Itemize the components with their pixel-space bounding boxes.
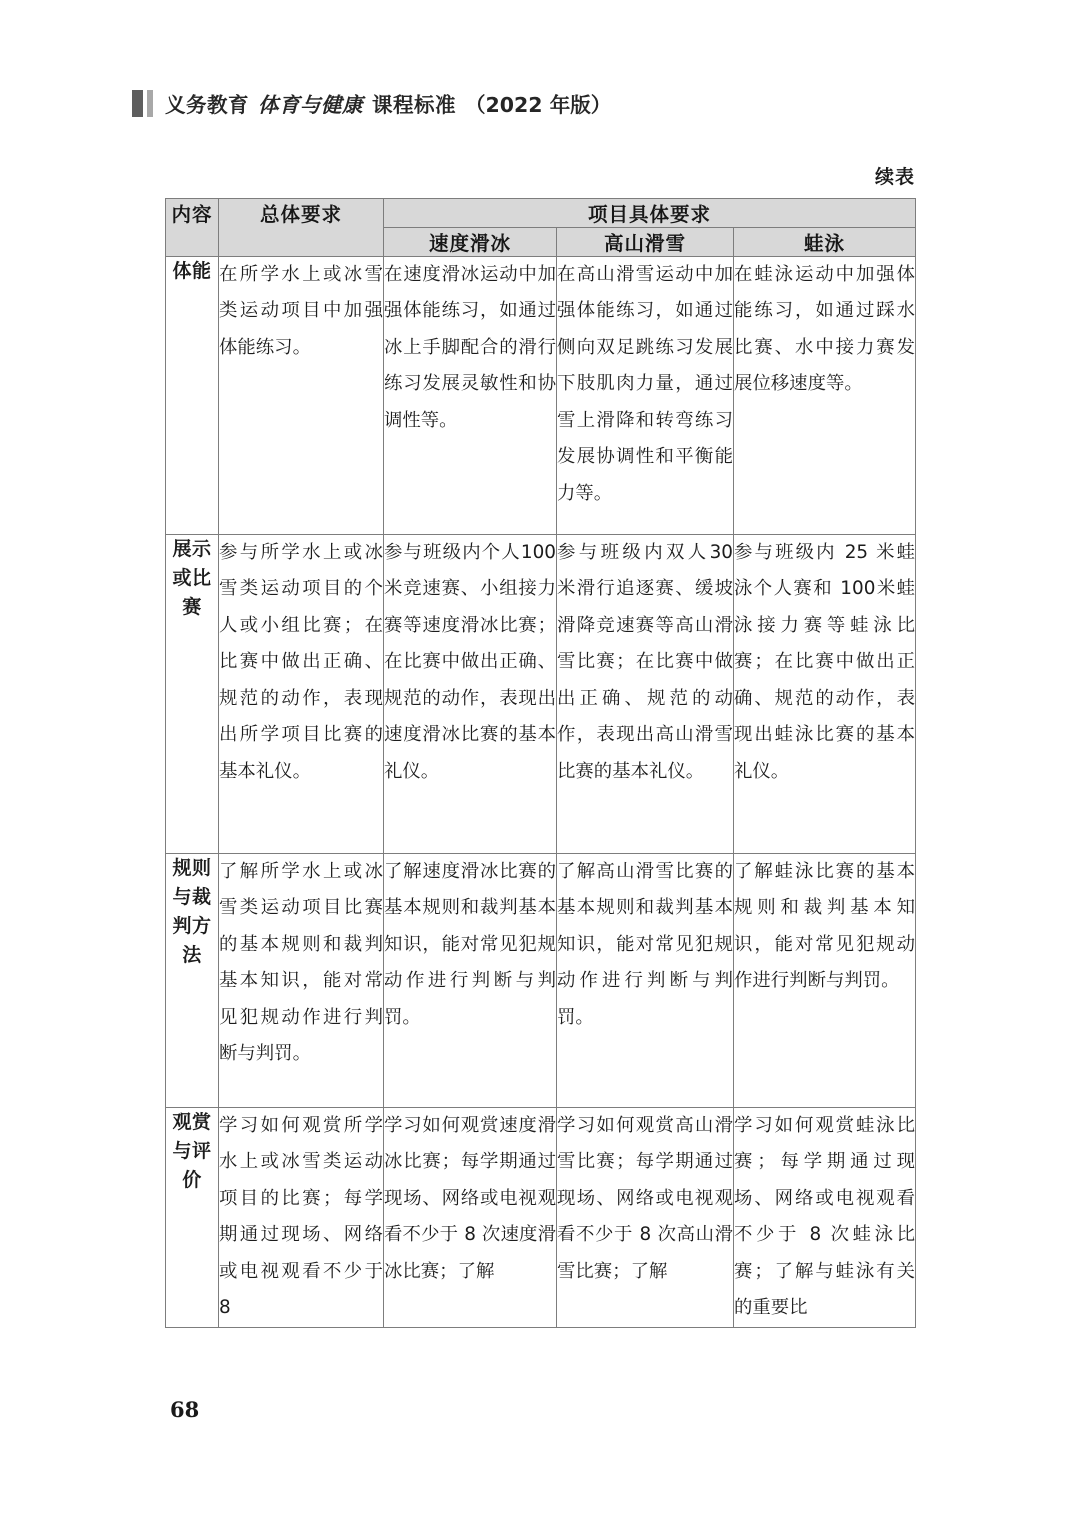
page-number: 68 [170, 1397, 200, 1422]
header-breaststroke: 蛙泳 [734, 228, 916, 257]
header-item-specific-requirements: 项目具体要求 [384, 199, 916, 228]
mark-bar-light [147, 90, 153, 117]
cell-breaststroke: 在蛙泳运动中加强体能练习，如通过踩水比赛、水中接力赛发展位移速度等。 [734, 257, 916, 535]
header-segment-subject: 体育与健康 [258, 93, 363, 117]
header-alpine-skiing: 高山滑雪 [557, 228, 734, 257]
header-speed-skating: 速度滑冰 [384, 228, 557, 257]
cell-overall: 学习如何观赏所学水上或冰雪类运动项目的比赛；每学期通过现场、网络或电视观看不少于 8 [219, 1108, 384, 1328]
row-category-text: 体能 [172, 260, 212, 282]
cell-breaststroke: 学习如何观赏蛙泳比赛；每学期通过现场、网络或电视观看不少于 8 次蛙泳比赛；了解与蛙泳有关的重要比 [734, 1108, 916, 1328]
row-category-text: 展示或比赛 [172, 538, 212, 618]
cell-alpine-skiing: 了解高山滑雪比赛的基本规则和裁判基本知识，能对常见犯规动作进行判断与判罚。 [557, 854, 734, 1108]
row-category-label [166, 535, 219, 854]
header-segment-edition: （2022 年版） [465, 93, 612, 117]
cell-speed-skating: 参与班级内个人100 米竞速赛、小组接力赛等速度滑冰比赛；在比赛中做出正确、规范的动作，表现出速度滑冰比赛的基本礼仪。 [384, 535, 557, 854]
cell-speed-skating: 学习如何观赏速度滑冰比赛；每学期通过现场、网络或电视观看不少于 8 次速度滑冰比赛；了解 [384, 1108, 557, 1328]
cell-overall: 了解所学水上或冰雪类运动项目比赛的基本规则和裁判基本知识，能对常见犯规动作进行判断与判罚。 [219, 854, 384, 1108]
table-header-row-1 [166, 199, 916, 228]
table-continued-caption: 续表 [874, 166, 915, 188]
double-bar-mark-icon [132, 90, 153, 117]
table-row [166, 257, 916, 535]
cell-breaststroke: 参与班级内 25 米蛙泳个人赛和 100米蛙泳接力赛等蛙泳比赛；在比赛中做出正确、规范的动作，表现出蛙泳比赛的基本礼仪。 [734, 535, 916, 854]
header-segment-doctype: 课程标准 [372, 93, 456, 117]
cell-alpine-skiing: 学习如何观赏高山滑雪比赛；每学期通过现场、网络或电视观看不少于 8 次高山滑雪比赛；了解 [557, 1108, 734, 1328]
row-category-label [166, 854, 219, 1108]
row-category-text: 观赏与评价 [172, 1111, 212, 1191]
cell-speed-skating: 在速度滑冰运动中加强体能练习，如通过冰上手脚配合的滑行练习发展灵敏性和协调性等。 [384, 257, 557, 535]
table-row [166, 1108, 916, 1328]
requirements-table [165, 198, 916, 1328]
mark-bar-dark [132, 90, 143, 117]
table-body [166, 257, 916, 1328]
header-overall-requirements: 总体要求 [219, 199, 384, 257]
row-category-text: 规则与裁判方法 [172, 857, 212, 966]
cell-speed-skating: 了解速度滑冰比赛的基本规则和裁判基本知识，能对常见犯规动作进行判断与判罚。 [384, 854, 557, 1108]
table-header [166, 199, 916, 257]
cell-breaststroke: 了解蛙泳比赛的基本规则和裁判基本知识，能对常见犯规动作进行判断与判罚。 [734, 854, 916, 1108]
requirements-table-wrapper [165, 198, 915, 1328]
header-segment-series: 义务教育 [165, 93, 249, 117]
cell-alpine-skiing: 在高山滑雪运动中加强体能练习，如通过侧向双足跳练习发展下肢肌肉力量，通过雪上滑降和转弯练习发展协调性和平衡能力等。 [557, 257, 734, 535]
table-row [166, 854, 916, 1108]
running-header [132, 88, 611, 118]
header-content: 内容 [166, 199, 219, 257]
cell-overall: 在所学水上或冰雪类运动项目中加强体能练习。 [219, 257, 384, 535]
row-category-label [166, 257, 219, 535]
table-row [166, 535, 916, 854]
row-category-label [166, 1108, 219, 1328]
cell-overall: 参与所学水上或冰雪类运动项目的个人或小组比赛；在比赛中做出正确、规范的动作，表现出所学项目比赛的基本礼仪。 [219, 535, 384, 854]
cell-alpine-skiing: 参与班级内双人30 米滑行追逐赛、缓坡滑降竞速赛等高山滑雪比赛；在比赛中做出正确、规范的动作，表现出高山滑雪比赛的基本礼仪。 [557, 535, 734, 854]
